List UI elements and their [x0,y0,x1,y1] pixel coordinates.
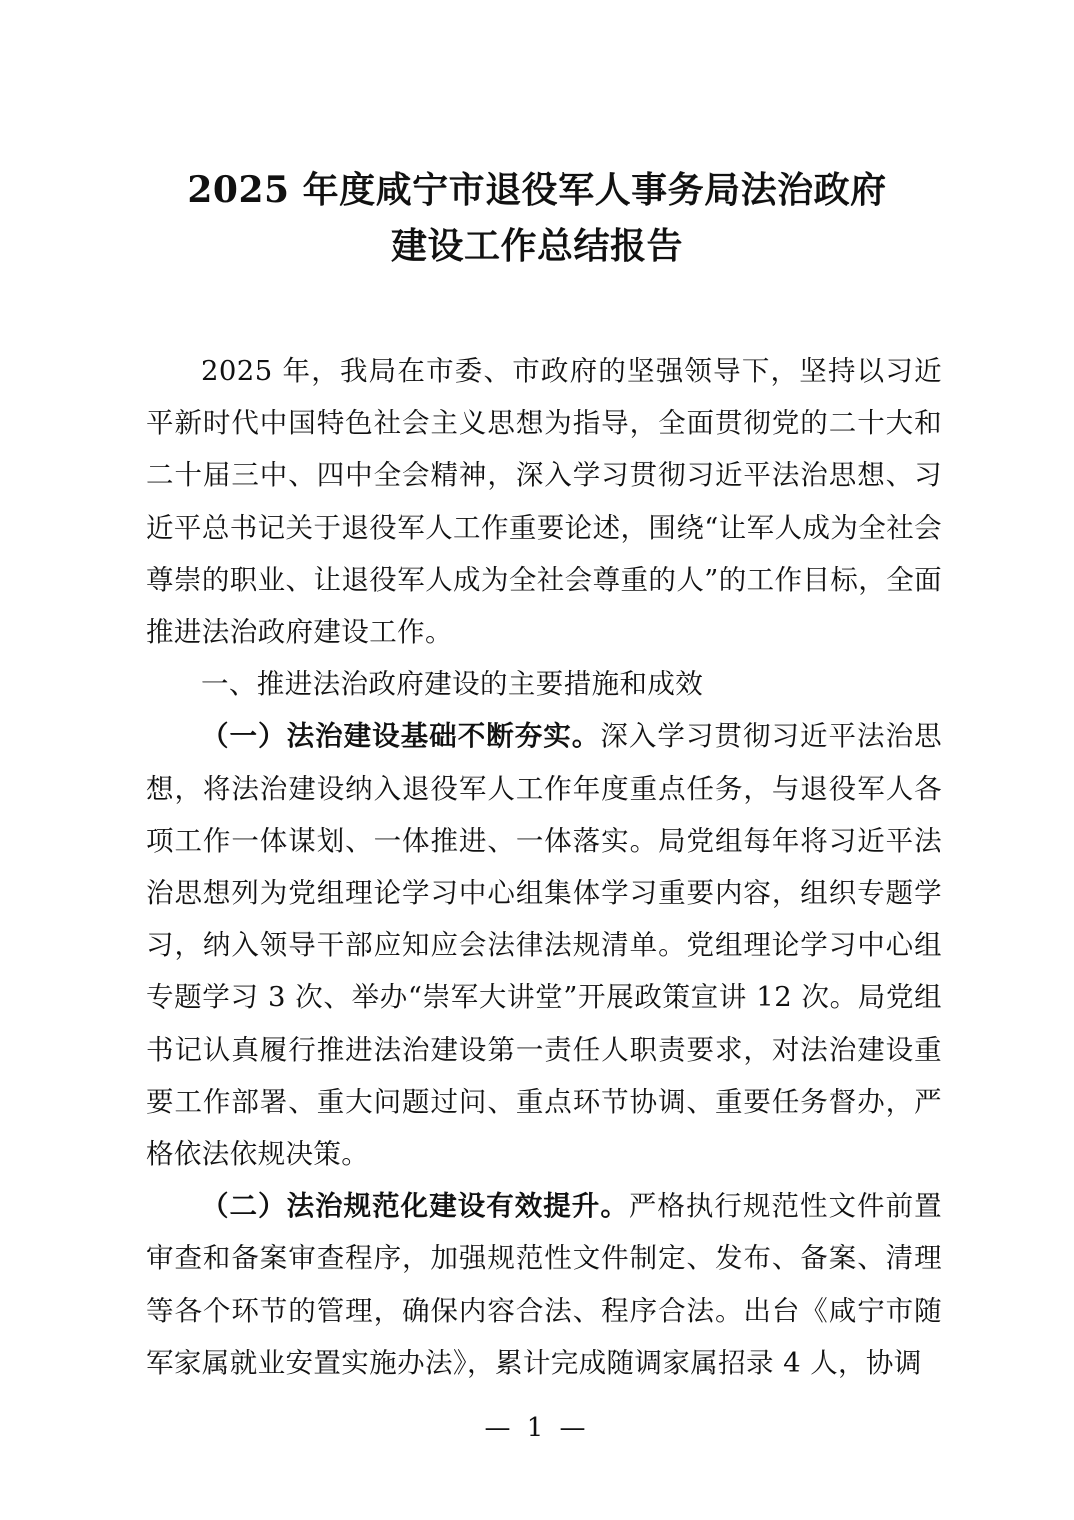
subsection-2-text: 严格执行规范性文件前置审查和备案审查程序，加强规范性文件制定、发布、备案、清理等各个环节的管理，确保内容合法、程序合法。出台《咸宁市随军家属就业安置实施办法》，累计完成随调家属招录 4 人，协调 [146,1190,942,1379]
subsection-2-heading: （二）法治规范化建设有效提升。 [201,1190,629,1223]
intro-paragraph: 2025 年，我局在市委、市政府的坚强领导下，坚持以习近平新时代中国特色社会主义思想为指导，全面贯彻党的二十大和二十届三中、四中全会精神，深入学习贯彻习近平法治思想、习近平总书记关于退役军人工作重要论述，围绕“让军人成为全社会尊崇的职业、让退役军人成为全社会尊重的人”的工作目标，全面推进法治政府建设工作。 [146,355,942,649]
document-title-line-1: 2025 年度咸宁市退役军人事务局法治政府 [187,169,887,211]
document-body [146,345,942,1389]
section-heading-1: 一、推进法治政府建设的主要措施和成效 [201,668,704,701]
subsection-1-text: 深入学习贯彻习近平法治思想，将法治建设纳入退役军人工作年度重点任务，与退役军人各项工作一体谋划、一体推进、一体落实。局党组每年将习近平法治思想列为党组理论学习中心组集体学习重要内容，组织专题学习，纳入领导干部应知应会法律法规清单。党组理论学习中心组专题学习 3 次、举办“崇军大讲堂”开展政策宣讲 12 次。局党组书记认真履行推进法治建设第一责任人职责要求，对法治建设重要工作部署、重大问题过问、重点环节协调、重要任务督办，严格依法依规决策。 [146,720,942,1171]
subsection-1-paragraph [146,710,942,1180]
subsection-2-paragraph [146,1180,942,1389]
page-number: — 1 — [484,1413,590,1443]
document-title-line-2: 建设工作总结报告 [390,225,683,267]
subsection-1-heading: （一）法治建设基础不断夯实。 [201,720,601,753]
